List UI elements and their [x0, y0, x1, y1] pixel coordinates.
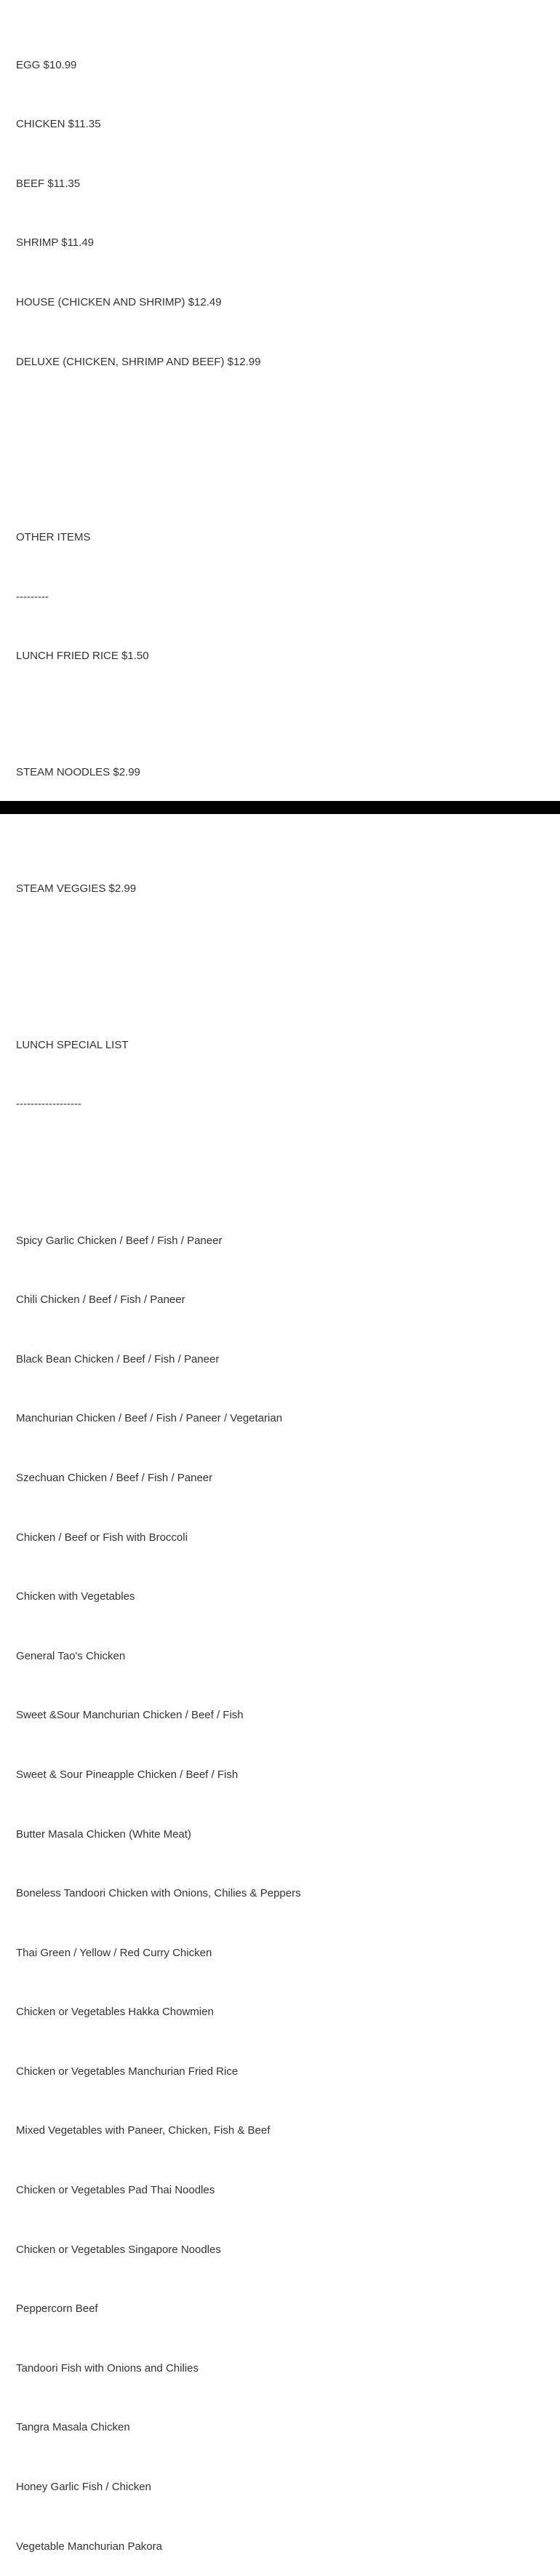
list-item: Honey Garlic Fish / Chicken [16, 2481, 151, 2494]
menu-content [16, 0, 554, 2576]
menu-item-deluxe: DELUXE (CHICKEN, SHRIMP AND BEEF) $12.99 [16, 355, 261, 368]
spacer [16, 1154, 554, 1171]
list-item: Chicken or Vegetables Singapore Noodles [16, 2243, 221, 2256]
list-item: Mixed Vegetables with Paneer, Chicken, Fish & Beef [16, 2124, 271, 2137]
section-heading-other-items: OTHER ITEMS [16, 531, 91, 544]
menu-item-chicken: CHICKEN $11.35 [16, 118, 101, 131]
menu-item-egg: EGG $10.99 [16, 58, 77, 71]
section-heading-lunch-special: LUNCH SPECIAL LIST [16, 1038, 129, 1051]
menu-item-house: HOUSE (CHICKEN AND SHRIMP) $12.49 [16, 295, 222, 308]
list-item: Chicken or Vegetables Pad Thai Noodles [16, 2184, 215, 2197]
list-item: Spicy Garlic Chicken / Beef / Fish / Paneer [16, 1234, 223, 1247]
list-item: Chicken with Vegetables [16, 1590, 135, 1603]
spacer [16, 431, 554, 448]
menu-item-shrimp: SHRIMP $11.49 [16, 236, 94, 250]
list-item: General Tao's Chicken [16, 1649, 126, 1662]
list-item: Chicken / Beef or Fish with Broccoli [16, 1531, 188, 1544]
list-item: Manchurian Chicken / Beef / Fish / Paneer / Vegetarian [16, 1412, 283, 1425]
list-item: Butter Masala Chicken (White Meat) [16, 1827, 191, 1841]
menu-item-beef: BEEF $11.35 [16, 177, 81, 190]
list-item: Chicken or Vegetables Hakka Chowmien [16, 2006, 214, 2019]
list-item: Thai Green / Yellow / Red Curry Chicken [16, 1946, 212, 1959]
spacer [16, 938, 554, 956]
list-item: Chicken or Vegetables Manchurian Fried Rice [16, 2065, 239, 2078]
list-item: Black Bean Chicken / Beef / Fish / Paneer [16, 1352, 220, 1365]
menu-item-steam-veggies: STEAM VEGGIES $2.99 [16, 882, 137, 896]
list-item: Peppercorn Beef [16, 2302, 98, 2316]
list-item: Vegetable Manchurian Pakora [16, 2540, 162, 2553]
spacer [16, 706, 554, 723]
menu-item-steam-noodles: STEAM NOODLES $2.99 [16, 766, 140, 779]
section-divider: ------------------ [16, 1098, 81, 1111]
spacer [16, 822, 554, 840]
list-item: Chili Chicken / Beef / Fish / Paneer [16, 1293, 185, 1307]
list-item: Szechuan Chicken / Beef / Fish / Paneer [16, 1471, 213, 1484]
list-item: Tangra Masala Chicken [16, 2421, 130, 2434]
footer-bar [0, 801, 560, 814]
list-item: Sweet & Sour Pineapple Chicken / Beef / Fish [16, 1768, 239, 1781]
list-item: Boneless Tandoori Chicken with Onions, Chilies & Peppers [16, 1887, 301, 1900]
list-item: Tandoori Fish with Onions and Chilies [16, 2361, 199, 2374]
menu-item-lunch-fried-rice: LUNCH FRIED RICE $1.50 [16, 650, 149, 663]
list-item: Sweet &Sour Manchurian Chicken / Beef / Fish [16, 1709, 244, 1722]
section-divider: --------- [16, 590, 49, 603]
